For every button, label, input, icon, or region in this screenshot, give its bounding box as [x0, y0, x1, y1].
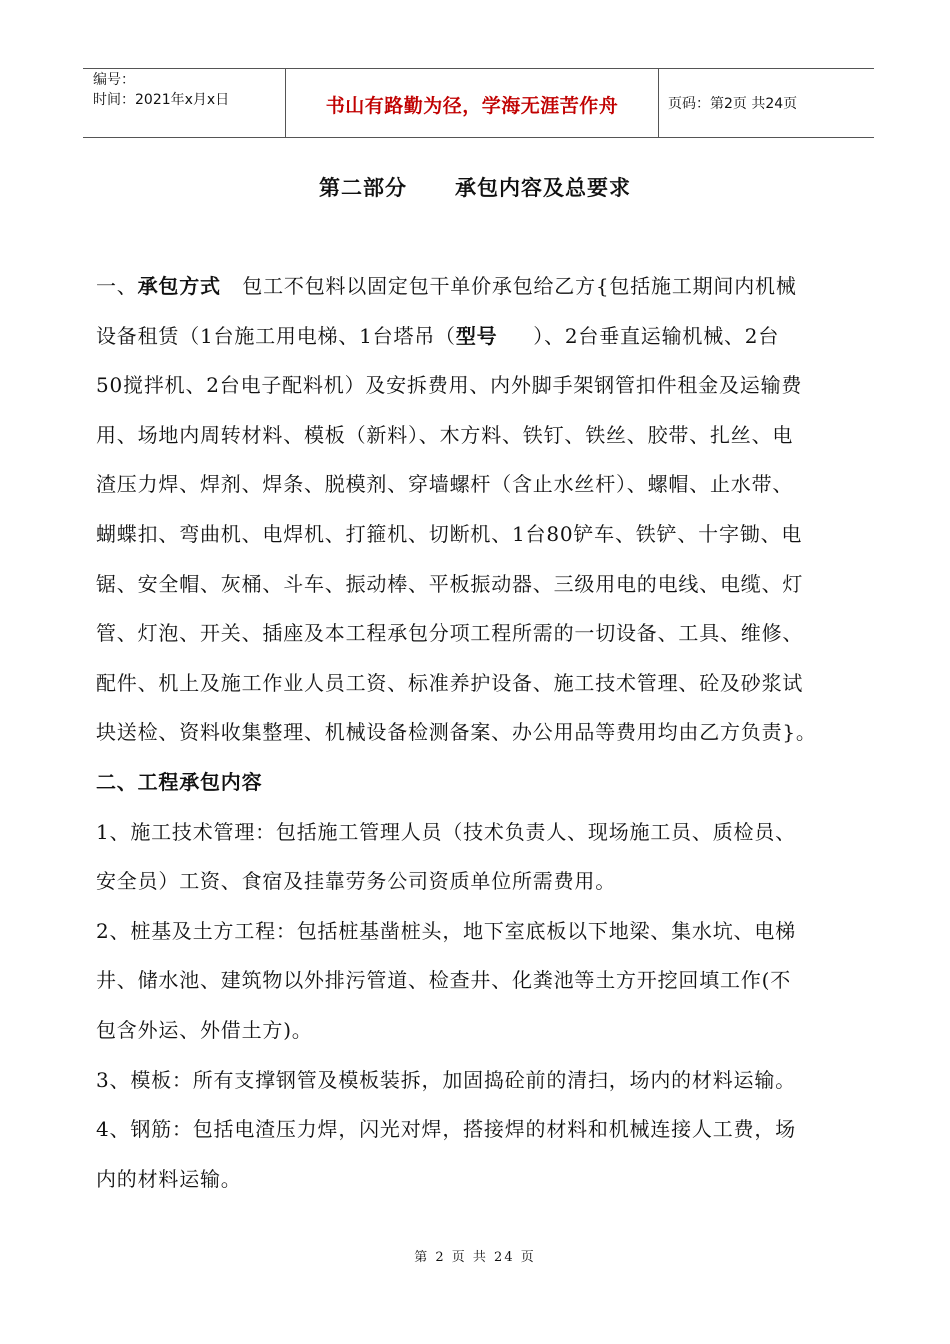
- model-label: 型号: [455, 323, 498, 348]
- paragraph-line: 块送检、资料收集整理、机械设备检测备案、办公用品等费用均由乙方负责}。: [96, 720, 817, 745]
- paragraph-line: 内的材料运输。: [96, 1166, 242, 1191]
- document-header: [83, 68, 874, 138]
- paragraph-line: 4、钢筋：包括电渣压力焊，闪光对焊，搭接焊的材料和机械连接人工费，场: [96, 1117, 796, 1142]
- page-footer: 第 2 页 共 24 页: [414, 1250, 536, 1265]
- paragraph-line: 用、场地内周转材料、模板（新料）、木方料、铁钉、铁丝、胶带、扎丝、电: [96, 422, 794, 447]
- paragraph-line: 配件、机上及施工作业人员工资、标准养护设备、施工技术管理、砼及砂浆试: [96, 670, 804, 695]
- document-body: [96, 262, 866, 1204]
- paragraph-line: 2、桩基及土方工程：包括桩基凿桩头，地下室底板以下地梁、集水坑、电梯: [96, 918, 796, 943]
- section1-line: 设备租赁（1台施工用电梯、1台塔吊（: [96, 323, 456, 348]
- document-time-label: 时间：2021年x月x日: [93, 92, 230, 108]
- paragraph-line: [96, 312, 866, 362]
- paragraph-line: 管、灯泡、开关、插座及本工程承包分项工程所需的一切设备、工具、维修、: [96, 621, 804, 646]
- section2-heading: 二、工程承包内容: [96, 769, 263, 794]
- section1-heading: 承包方式: [137, 274, 221, 298]
- paragraph-line: 蝴蝶扣、弯曲机、电焊机、打箍机、切断机、1台80铲车、铁铲、十字锄、电: [96, 521, 803, 546]
- paragraph-line: 安全员）工资、食宿及挂靠劳务公司资质单位所需费用。: [96, 869, 616, 894]
- paragraph-line: 50搅拌机、2台电子配料机）及安拆费用、内外脚手架钢管扣件租金及运输费: [96, 373, 803, 398]
- paragraph-line: 锯、安全帽、灰桶、斗车、振动棒、平板振动器、三级用电的电线、电缆、灯: [96, 571, 804, 596]
- header-motto: 书山有路勤为径，学海无涯苦作舟: [325, 95, 619, 117]
- paragraph-line: 包含外运、外借土方)。: [96, 1017, 313, 1042]
- section1-line-rest: ）、2台垂直运输机械、2台: [533, 323, 780, 348]
- section-title: [0, 172, 950, 202]
- document-number-label: 编号：: [93, 72, 135, 88]
- paragraph-line: 1、施工技术管理：包括施工管理人员（技术负责人、现场施工员、质检员、: [96, 819, 796, 844]
- paragraph-line: 渣压力焊、焊剂、焊条、脱模剂、穿墙螺杆（含止水丝杆）、螺帽、止水带、: [96, 472, 794, 497]
- header-left-cell: [83, 69, 285, 137]
- section1-number: 一、: [96, 274, 138, 298]
- section1-text: 包工不包料以固定包干单价承包给乙方{包括施工期间内机械: [242, 274, 797, 298]
- section-heading: 承包内容及总要求: [455, 175, 631, 200]
- header-motto-cell: [285, 69, 659, 137]
- header-page-label: 页码：第2页 共24页: [668, 96, 798, 112]
- paragraph-line: [96, 262, 866, 312]
- paragraph-line: 井、储水池、建筑物以外排污管道、检查井、化粪池等土方开挖回填工作(不: [96, 968, 792, 993]
- paragraph-line: 3、模板：所有支撑钢管及模板装拆，加固捣砼前的清扫，场内的材料运输。: [96, 1067, 796, 1092]
- section-part-label: 第二部分: [319, 175, 407, 200]
- header-page-cell: [658, 69, 874, 137]
